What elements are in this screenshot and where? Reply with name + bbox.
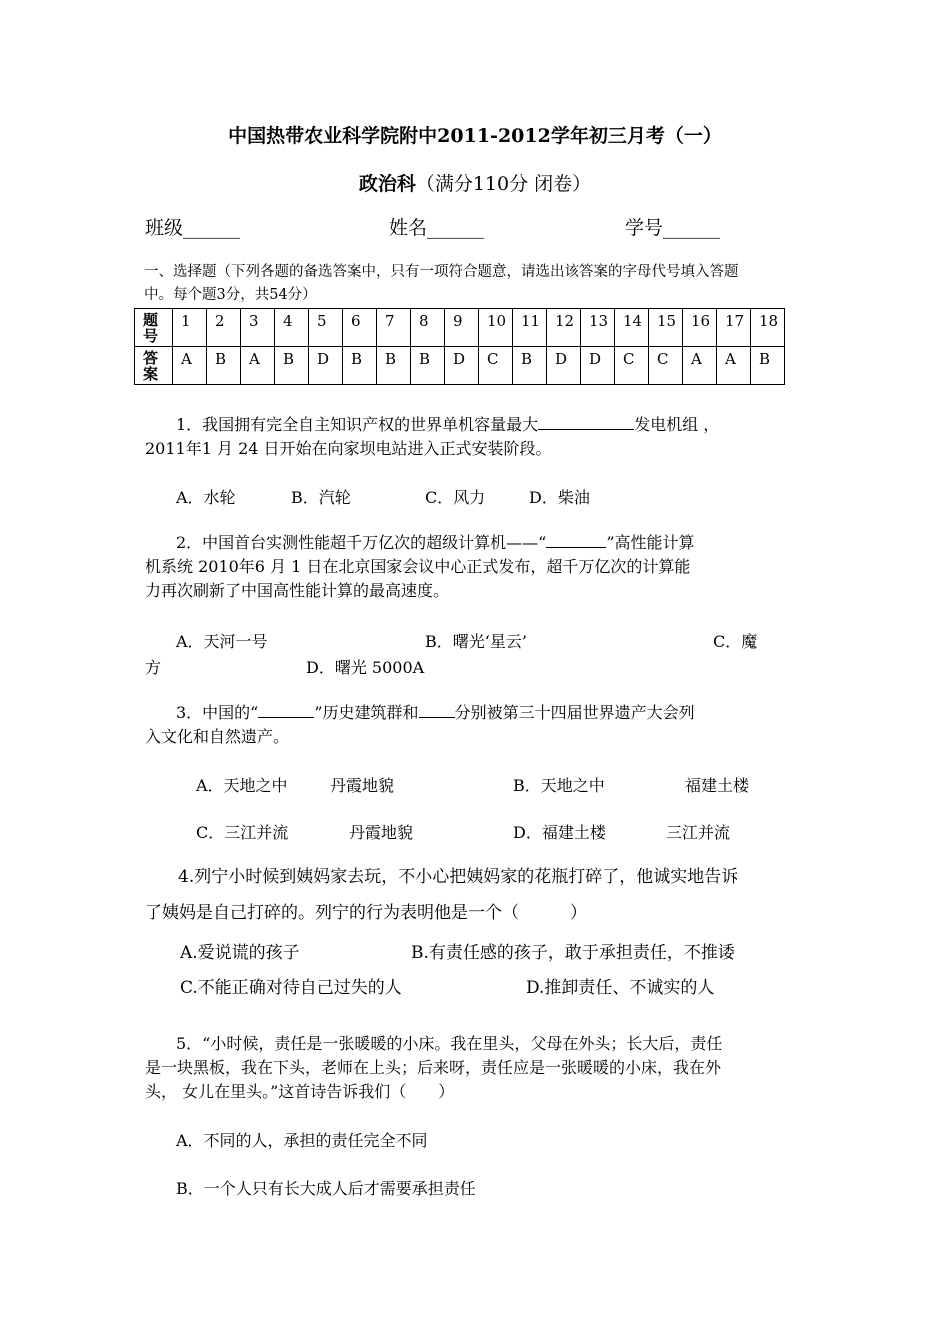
q1-option-b: B．汽轮 [291, 488, 351, 507]
answer-cell: A [173, 347, 207, 385]
q2-stem-line3: 力再次刷新了中国高性能计算的最高速度。 [145, 581, 450, 600]
question-number-cell: 11 [513, 309, 547, 347]
question-number-cell: 6 [343, 309, 377, 347]
q2-stem-line2: 机系统 2010年6 月 1 日在北京国家会议中心正式发布，超千万亿次的计算能 [145, 557, 691, 576]
section1-instruction-line1: 一、选择题（下列各题的备选答案中，只有一项符合题意，请选出该答案的字母代号填入答题 [144, 264, 739, 280]
question-number-cell: 3 [241, 309, 275, 347]
q1-stem-part-b: 发电机组 ， [634, 415, 720, 434]
answer-cell: B [343, 347, 377, 385]
q3-option-a-second: 丹霞地貌 [330, 776, 395, 795]
row-header-number: 题号 [135, 309, 173, 347]
q2-option-c-part1: C．魔 [713, 632, 758, 651]
answer-cell: B [275, 347, 309, 385]
question-number-cell: 2 [207, 309, 241, 347]
q3-option-d-first: D．福建土楼 [513, 823, 606, 842]
answer-cell: A [717, 347, 751, 385]
subject-note: （满分110分 闭卷） [415, 173, 592, 195]
question-number-cell: 10 [479, 309, 513, 347]
answer-cell: A [241, 347, 275, 385]
q2-stem-part-a: 2．中国首台实测性能超千万亿次的超级计算机——“ [176, 533, 547, 552]
q3-option-d-second: 三江并流 [666, 823, 731, 842]
section1-instruction-line2: 中。每个题3分，共54分） [144, 287, 317, 303]
q4-option-a: A.爱说谎的孩子 [180, 943, 300, 963]
subject-name: 政治科 [358, 173, 416, 195]
question-number-cell: 12 [547, 309, 581, 347]
q4-option-b: B.有责任感的孩子，敢于承担责任，不推诿 [411, 943, 735, 963]
q1-blank [538, 414, 634, 430]
row-header-answer: 答案 [135, 347, 173, 385]
q2-blank [546, 532, 606, 548]
q2-stem-part-b: ”高性能计算 [606, 533, 695, 552]
name-field-label: 姓名______ [389, 217, 485, 239]
q4-stem-line2: 了姨妈是自己打碎的。列宁的行为表明他是一个（ ） [145, 903, 587, 923]
q2-option-b: B．曙光‘星云’ [425, 632, 527, 651]
question-number-cell: 4 [275, 309, 309, 347]
q2-stem-line1 [176, 531, 695, 554]
q3-stem-line1 [176, 701, 695, 724]
question-number-cell: 9 [445, 309, 479, 347]
answer-cell: C [479, 347, 513, 385]
answer-cell: D [309, 347, 343, 385]
q4-option-d: D.推卸责任、不诚实的人 [526, 978, 715, 998]
q2-option-c-part2: 方 [145, 658, 162, 677]
q3-stem-part-a: 3．中国的“ [176, 703, 259, 722]
question-number-cell: 1 [173, 309, 207, 347]
q5-stem-line2: 是一块黑板，我在下头，老师在上头；后来呀，责任应是一张暖暖的小床，我在外 [145, 1058, 722, 1077]
answer-cell: D [581, 347, 615, 385]
answer-cell: B [377, 347, 411, 385]
q1-stem-line2: 2011年1 月 24 日开始在向家坝电站进入正式安装阶段。 [145, 439, 552, 458]
q4-option-c: C.不能正确对待自己过失的人 [180, 978, 402, 998]
q3-option-a-first: A．天地之中 [196, 776, 288, 795]
q4-stem-line1: 4.列宁小时候到姨妈家去玩，不小心把姨妈家的花瓶打碎了，他诚实地告诉 [178, 867, 739, 887]
answer-cell: D [547, 347, 581, 385]
q5-option-b: B．一个人只有长大成人后才需要承担责任 [176, 1179, 476, 1198]
exam-title: 中国热带农业科学院附中2011-2012学年初三月考（一） [228, 125, 722, 147]
q1-stem-line1 [176, 413, 719, 436]
question-number-cell: 8 [411, 309, 445, 347]
q1-stem-part-a: 1．我国拥有完全自主知识产权的世界单机容量最大 [176, 415, 539, 434]
q5-stem-line1: 5．“小时候，责任是一张暖暖的小床。我在里头，父母在外头；长大后，责任 [176, 1034, 723, 1053]
answer-cell: B [207, 347, 241, 385]
q3-option-b-first: B．天地之中 [513, 776, 605, 795]
q3-blank-2 [419, 702, 455, 718]
q3-stem-part-b: ”历史建筑群和 [314, 703, 419, 722]
answer-cell: C [615, 347, 649, 385]
question-number-cell: 17 [717, 309, 751, 347]
question-number-cell: 14 [615, 309, 649, 347]
student-id-field-label: 学号______ [625, 217, 721, 239]
q5-stem-line3: 头， 女儿在里头。”这首诗告诉我们（ ） [145, 1082, 455, 1101]
answer-cell: C [649, 347, 683, 385]
q2-option-d: D．曙光 5000A [306, 658, 425, 677]
answer-cell: B [751, 347, 785, 385]
question-number-cell: 18 [751, 309, 785, 347]
q5-option-a: A．不同的人，承担的责任完全不同 [176, 1131, 428, 1150]
class-field-label: 班级______ [145, 217, 241, 239]
q3-option-b-second: 福建土楼 [685, 776, 750, 795]
q3-option-c-first: C．三江并流 [196, 823, 289, 842]
question-number-cell: 7 [377, 309, 411, 347]
q1-option-d: D．柴油 [529, 488, 590, 507]
q2-option-a: A．天河一号 [176, 632, 268, 651]
answer-table-answer-row [135, 347, 785, 385]
q1-option-c: C．风力 [425, 488, 486, 507]
question-number-cell: 16 [683, 309, 717, 347]
answer-table [134, 308, 785, 385]
question-number-cell: 5 [309, 309, 343, 347]
answer-cell: A [683, 347, 717, 385]
q3-blank-1 [258, 702, 314, 718]
exam-subtitle [0, 169, 950, 196]
answer-cell: B [513, 347, 547, 385]
q3-option-c-second: 丹霞地貌 [349, 823, 414, 842]
question-number-cell: 13 [581, 309, 615, 347]
q1-option-a: A．水轮 [176, 488, 236, 507]
answer-cell: B [411, 347, 445, 385]
q3-stem-line2: 入文化和自然遗产。 [145, 727, 290, 746]
answer-cell: D [445, 347, 479, 385]
answer-table-number-row [135, 309, 785, 347]
q3-stem-part-c: 分别被第三十四届世界遗产大会列 [454, 703, 695, 722]
question-number-cell: 15 [649, 309, 683, 347]
